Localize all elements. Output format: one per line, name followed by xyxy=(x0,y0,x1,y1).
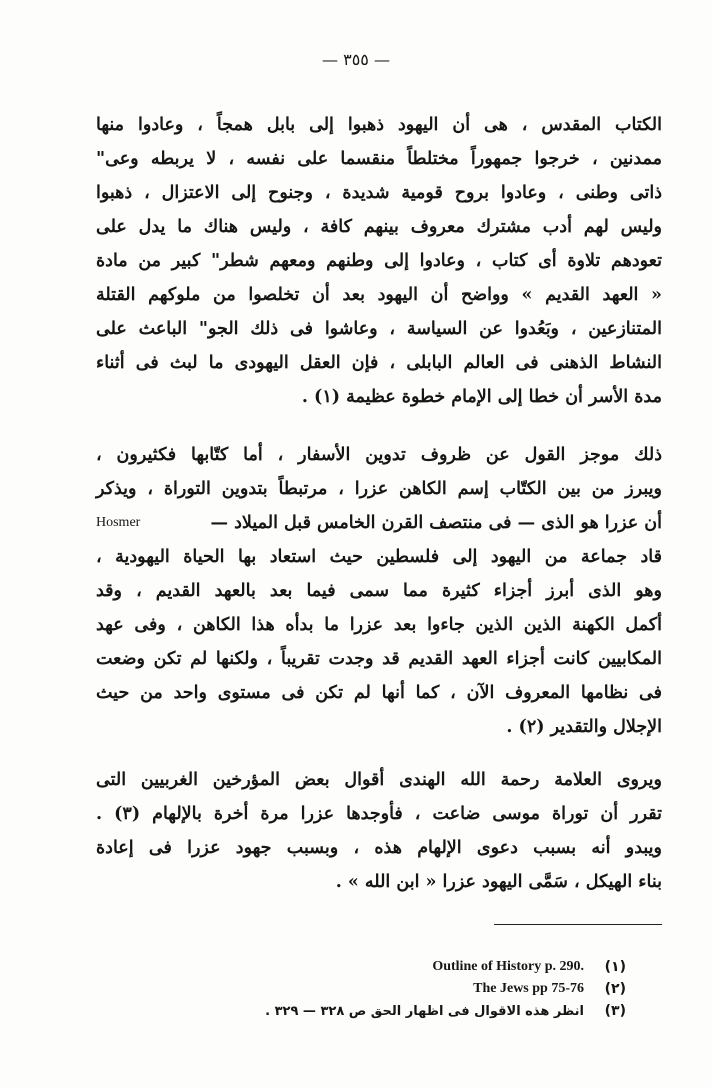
footnote-2 xyxy=(66,978,626,1000)
paragraph-line: المكابيين كانت أجزاء العهد القديم قد وجدت تقريباً ، ولكنها لم تكن وضعت xyxy=(96,649,662,669)
footnote-number: (٢) xyxy=(604,981,626,997)
paragraph-line: النشاط الذهنى فى العالم البابلى ، فإن العقل اليهودى ما لبث فى أثناء xyxy=(96,353,662,373)
page-number: — ٣٥٥ — xyxy=(322,50,390,69)
paragraph-1 xyxy=(96,108,662,414)
paragraph-line: فى نظامها المعروف الآن ، كما أنها لم تكن فى مستوى واحد من حيث xyxy=(96,683,662,703)
paragraph-line: ممدنين ، خرجوا جمهوراً مختلطاً منقسما على نفسه ، لا يربطه وعى" xyxy=(96,149,662,169)
footnote-1 xyxy=(66,956,626,978)
footnote-3 xyxy=(66,1000,626,1022)
paragraph-line: ويبرز من بين الكتّاب إسم الكاهن عزرا ، مرتبطاً بتدوين التوراة ، ويذكر xyxy=(96,479,662,499)
paragraph-3 xyxy=(96,763,662,899)
paragraph-line-with-name xyxy=(96,506,662,540)
paragraph-line: ذلك موجز القول عن ظروف تدوين الأسفار ، أما كتّابها فكثيرون ، xyxy=(96,445,662,465)
paragraph-line-text: أن عزرا هو الذى — فى منتصف القرن الخامس قبل الميلاد — xyxy=(210,513,662,533)
paragraph-line: المتنازعين ، وبَعُدوا عن السياسة ، وعاشوا فى ذلك الجو" الباعث على xyxy=(96,319,662,339)
inline-latin-name: Hosmer xyxy=(96,515,141,530)
footnote-text: The Jews pp 75-76 xyxy=(473,981,584,996)
paragraph-line: الكتاب المقدس ، هى أن اليهود ذهبوا إلى بابل همجاً ، وعادوا منها xyxy=(96,115,662,135)
paragraph-line: ويروى العلامة رحمة الله الهندى أقوال بعض المؤرخين الغربيين التى xyxy=(96,770,662,790)
paragraph-line: ويبدو أنه بسبب دعوى الإلهام هذه ، وبسبب جهود عزرا فى إعادة xyxy=(96,838,662,858)
paragraph-line: وليس لهم أدب مشترك معروف بينهم كافة ، وليس هناك ما يدل على xyxy=(96,217,662,237)
paragraph-2 xyxy=(96,438,662,744)
paragraph-line: مدة الأسر أن خطا إلى الإمام خطوة عظيمة (١) . xyxy=(301,387,662,407)
paragraph-line: بناء الهيكل ، سَمَّى اليهود عزرا « ابن الله » . xyxy=(335,872,662,892)
footnotes xyxy=(66,956,626,1022)
paragraph-line: الإجلال والتقدير (٢) . xyxy=(506,717,662,737)
paragraph-line: تعودهم تلاوة أى كتاب ، وعادوا إلى وطنهم ومعهم شطر" كبير من مادة xyxy=(96,251,662,271)
paragraph-line: « العهد القديم » وواضح أن اليهود بعد أن تخلصوا من ملوكهم القتلة xyxy=(96,285,662,305)
paragraph-line: ذاتى وطنى ، وعادوا بروح قومية شديدة ، وجنوح إلى الاعتزال ، ذهبوا xyxy=(96,183,662,203)
paragraph-line: وهو الذى أبرز أجزاء كثيرة مما سمى فيما بعد بالعهد القديم ، وقد xyxy=(96,581,662,601)
paragraph-line: أكمل الكهنة الذين الذين جاءوا بعد عزرا ما بدأه هذا الكاهن ، وفى عهد xyxy=(96,615,662,635)
paragraph-line: قاد جماعة من اليهود إلى فلسطين حيث استعاد بها الحياة اليهودية ، xyxy=(96,547,662,567)
footnote-separator xyxy=(494,924,662,925)
footnote-number: (١) xyxy=(604,959,626,975)
footnote-text: انظر هذه الاقوال فى اظهار الحق ص ٣٢٨ — ٣٢٩ . xyxy=(265,1003,584,1019)
paragraph-line: تقرر أن توراة موسى ضاعت ، فأوجدها عزرا مرة أخرة بالإلهام (٣) . xyxy=(96,804,662,824)
footnote-text: Outline of History p. 290. xyxy=(432,959,584,974)
footnote-number: (٣) xyxy=(604,1003,626,1019)
